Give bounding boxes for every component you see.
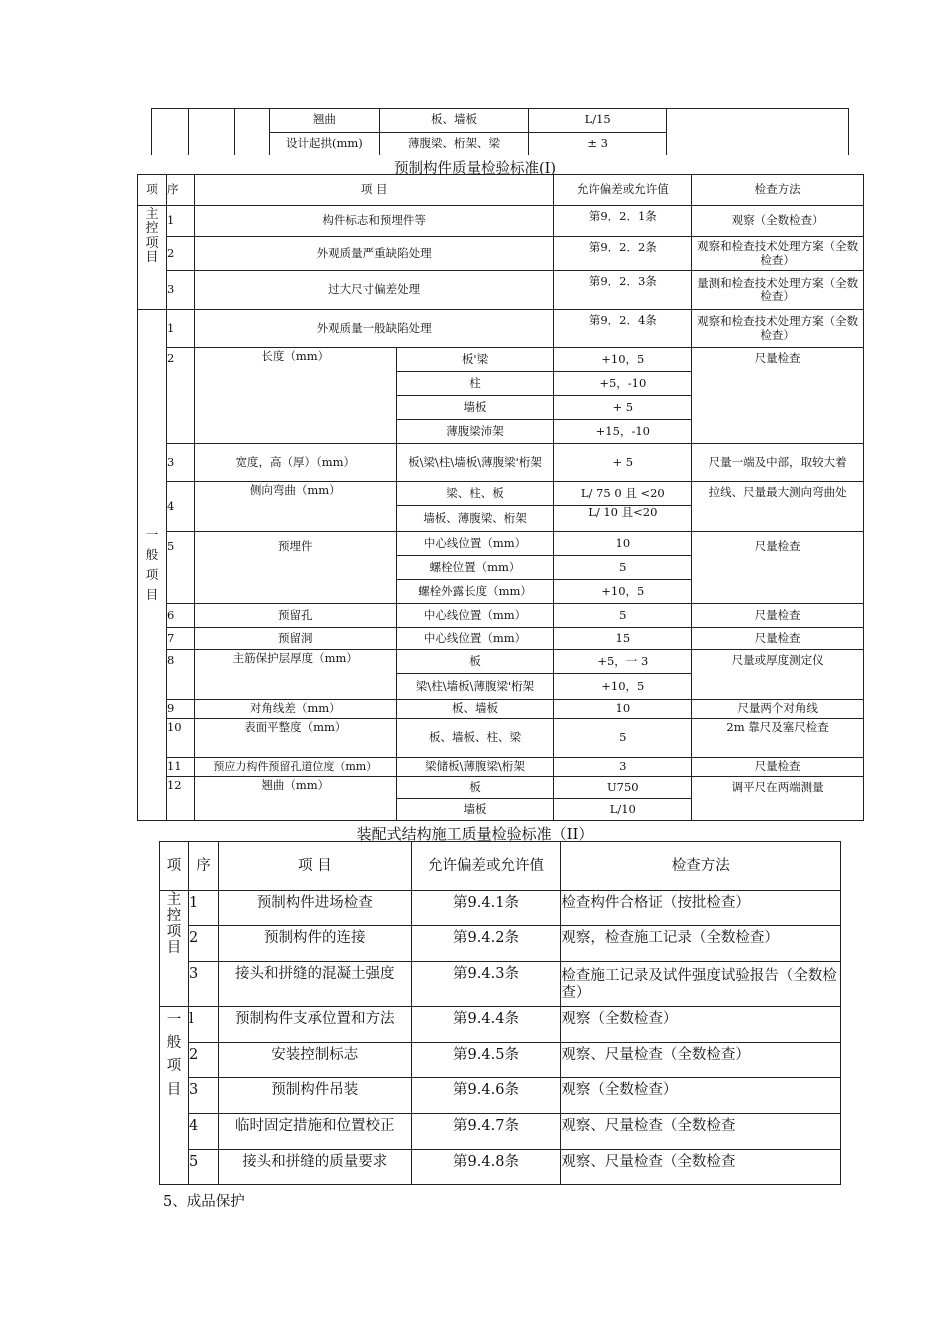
row-no: 5: [188, 1150, 218, 1185]
row-sub: 柱: [396, 372, 554, 396]
row-value: 第9.4.3条: [411, 962, 561, 1007]
row-value: 第9．2．1条: [554, 206, 692, 237]
row-no: 9: [166, 700, 194, 719]
general-label: 一般项目: [138, 310, 167, 821]
row-value: 第9．2．3条: [554, 271, 692, 310]
row-item: 预制构件的连接: [218, 926, 411, 962]
row-item: 临时固定措施和位置校正: [218, 1114, 411, 1150]
row-sub: 板、墙板: [396, 700, 554, 719]
row-sub: 梁\柱\墙板\薄腹梁'桁架: [396, 674, 554, 700]
row-method: 尺量检查: [692, 758, 864, 777]
row-method: 尺量检查: [692, 532, 864, 604]
cell: ± 3: [529, 132, 667, 155]
row-method: 观察、尺量检查（全数检查）: [561, 1043, 841, 1078]
row-value: 第9.4.1条: [411, 891, 561, 926]
row-sub: 螺栓位置（mm）: [396, 556, 554, 580]
cell: 翘曲: [270, 108, 380, 132]
row-item: 构件标志和预埋件等: [194, 206, 553, 237]
table2-caption: 装配式结构施工质量检验标准（II）: [356, 825, 594, 843]
table1-caption: 预制构件质量检验标准(I): [393, 161, 557, 177]
row-value: 5: [554, 604, 692, 628]
section-heading: 5、成品保护: [163, 1194, 245, 1210]
row-no: 2: [166, 237, 194, 271]
row-no: 5: [166, 532, 194, 604]
row-no: 7: [166, 628, 194, 650]
row-item: 宽度，高（厚）（mm）: [194, 444, 396, 482]
table1: [137, 174, 864, 821]
row-method: 尺量一端及中部，取较大着: [692, 444, 864, 482]
row-method: 尺量两个对角线: [692, 700, 864, 719]
table2: [159, 841, 841, 1185]
row-item: 预制构件支承位置和方法: [218, 1007, 411, 1043]
row-value: L/10: [554, 799, 692, 821]
row-item: 侧向弯曲（mm）: [194, 482, 396, 532]
row-no: l: [188, 1007, 218, 1043]
row-value: +10，5: [554, 348, 692, 372]
header-item: 项 目: [218, 842, 411, 891]
row-method: 尺量检查: [692, 348, 864, 444]
row-method: 尺量检查: [692, 628, 864, 650]
row-sub: 梁储板\薄腹梁\桁架: [396, 758, 554, 777]
row-no: 11: [166, 758, 194, 777]
cell: L/15: [529, 108, 667, 132]
row-method: 观察（全数检查）: [561, 1007, 841, 1043]
header-xu: 序: [166, 175, 194, 206]
row-item: 外观质量严重缺陷处理: [194, 237, 553, 271]
row-method: 观察（全数检查）: [692, 206, 864, 237]
row-sub: 螺栓外露长度（mm）: [396, 580, 554, 604]
row-no: 3: [188, 1078, 218, 1114]
row-item: 预埋件: [194, 532, 396, 604]
row-sub: 梁、柱、板: [396, 482, 554, 506]
row-no: 6: [166, 604, 194, 628]
row-method: 尺量或厚度测定仪: [692, 650, 864, 700]
row-value: 5: [554, 719, 692, 758]
row-value: 第9.4.8条: [411, 1150, 561, 1185]
row-method: 观察、尺量检查（全数检查: [561, 1150, 841, 1185]
row-value: + 5: [554, 396, 692, 420]
row-value: +10，5: [554, 674, 692, 700]
row-sub: 墙板: [396, 799, 554, 821]
header-xiang: 项: [138, 175, 167, 206]
row-no: 3: [166, 271, 194, 310]
row-value: L/ 10 且<20: [554, 506, 692, 532]
row-sub: 板: [396, 650, 554, 674]
row-value: +5，一 3: [554, 650, 692, 674]
row-item: 表面平整度（mm）: [194, 719, 396, 758]
row-item: 预制构件吊装: [218, 1078, 411, 1114]
header-xiang: 项: [160, 842, 189, 891]
row-value: 15: [554, 628, 692, 650]
row-value: 第9．2．4条: [554, 310, 692, 348]
cell: 薄腹梁、桁架、梁: [379, 132, 529, 155]
row-sub: 中心线位置（mm）: [396, 532, 554, 556]
row-sub: 中心线位置（mm）: [396, 628, 554, 650]
row-method: 量测和检查技术处理方案（全数检查）: [692, 271, 864, 310]
row-method: 尺量检查: [692, 604, 864, 628]
row-value: 第9.4.7条: [411, 1114, 561, 1150]
top-fragment-table: [269, 108, 667, 155]
row-method: 检查构件合格证（按批检查）: [561, 891, 841, 926]
row-value: +15，-10: [554, 420, 692, 444]
row-sub: 中心线位置（mm）: [396, 604, 554, 628]
row-value: 10: [554, 532, 692, 556]
row-no: 4: [188, 1114, 218, 1150]
row-item: 外观质量一般缺陷处理: [194, 310, 553, 348]
row-value: 3: [554, 758, 692, 777]
row-method: 观察和检查技术处理方案（全数检查）: [692, 310, 864, 348]
row-item: 预留洞: [194, 628, 396, 650]
row-item: 预制构件进场检查: [218, 891, 411, 926]
row-no: 4: [166, 482, 194, 532]
row-no: 1: [188, 891, 218, 926]
row-no: 1: [166, 206, 194, 237]
row-no: 2: [188, 1043, 218, 1078]
row-no: 2: [188, 926, 218, 962]
row-method: 拉线、尺量最大测向弯曲处: [692, 482, 864, 532]
row-method: 观察（全数检查）: [561, 1078, 841, 1114]
row-no: 1: [166, 310, 194, 348]
header-item: 项 目: [194, 175, 553, 206]
row-no: 10: [166, 719, 194, 758]
row-no: 12: [166, 777, 194, 821]
row-item: 接头和拼缝的混凝土强度: [218, 962, 411, 1007]
header-method: 检查方法: [561, 842, 841, 891]
row-method: 观察和检查技术处理方案（全数检查）: [692, 237, 864, 271]
row-item: 预留孔: [194, 604, 396, 628]
row-value: 第9.4.5条: [411, 1043, 561, 1078]
row-method: 观察、尺量检查（全数检查: [561, 1114, 841, 1150]
row-item: 安装控制标志: [218, 1043, 411, 1078]
row-value: 第9．2．2条: [554, 237, 692, 271]
row-method: 调平尺在两端测量: [692, 777, 864, 821]
row-sub: 板、墙板、柱、梁: [396, 719, 554, 758]
row-item: 翘曲（mm）: [194, 777, 396, 821]
row-value: 10: [554, 700, 692, 719]
row-item: 预应力构件预留孔道位度（mm）: [194, 758, 396, 777]
row-sub: 薄腹梁沛架: [396, 420, 554, 444]
row-sub: 板\梁\柱\墙板\薄腹梁'桁架: [396, 444, 554, 482]
row-value: 第9.4.6条: [411, 1078, 561, 1114]
row-value: + 5: [554, 444, 692, 482]
general-label: 一般项目: [160, 1007, 189, 1185]
main-control-label: 主控项目: [138, 206, 167, 310]
row-no: 8: [166, 650, 194, 700]
row-sub: 板: [396, 777, 554, 799]
row-value: +5，-10: [554, 372, 692, 396]
row-value: 5: [554, 556, 692, 580]
row-item: 对角线差（mm）: [194, 700, 396, 719]
row-item: 过大尺寸偏差处理: [194, 271, 553, 310]
row-item: 主筋保护层厚度（mm）: [194, 650, 396, 700]
row-value: 第9.4.2条: [411, 926, 561, 962]
header-xu: 序: [188, 842, 218, 891]
main-control-label: 主控项目: [160, 891, 189, 1007]
row-sub: 墙板: [396, 396, 554, 420]
row-no: 3: [188, 962, 218, 1007]
row-item: 长度（mm）: [194, 348, 396, 444]
row-method: 2m 靠尺及塞尺检查: [692, 719, 864, 758]
row-value: U750: [554, 777, 692, 799]
header-value: 允许偏差或允许值: [554, 175, 692, 206]
row-item: 接头和拼缝的质量要求: [218, 1150, 411, 1185]
header-method: 检查方法: [692, 175, 864, 206]
row-value: +10，5: [554, 580, 692, 604]
row-method: 观察，检查施工记录（全数检查）: [561, 926, 841, 962]
row-value: 第9.4.4条: [411, 1007, 561, 1043]
row-method: 检查施工记录及试件强度试验报告（全数检查）: [561, 962, 841, 1007]
cell: 板、墙板: [379, 108, 529, 132]
row-sub: 板'梁: [396, 348, 554, 372]
cell: 设计起拱(mm): [270, 132, 380, 155]
row-sub: 墙板、薄腹梁、桁架: [396, 506, 554, 532]
header-value: 允许偏差或允许值: [411, 842, 561, 891]
row-no: 3: [166, 444, 194, 482]
row-value: L/ 75 0 且 <20: [554, 482, 692, 506]
row-no: 2: [166, 348, 194, 444]
